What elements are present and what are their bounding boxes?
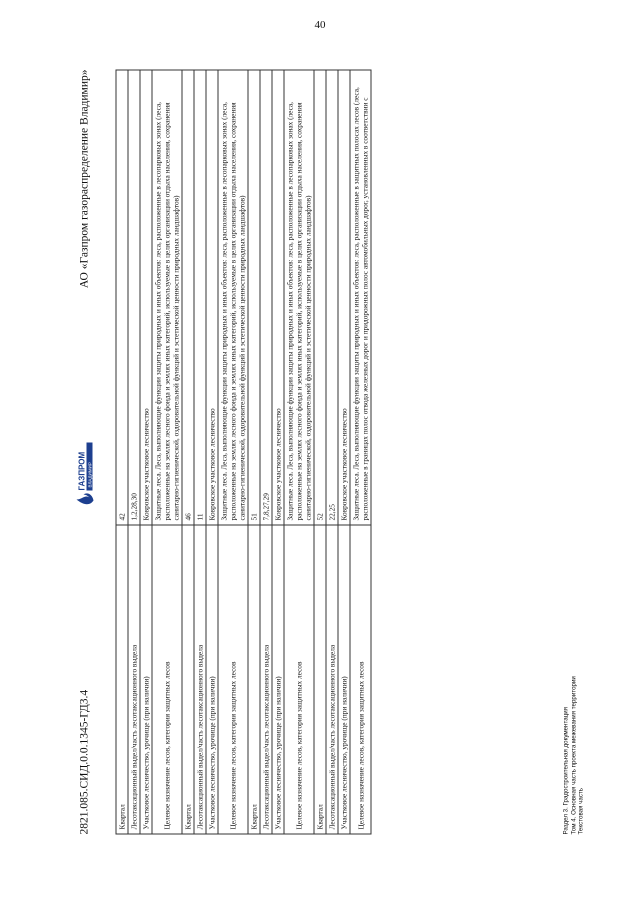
row-value: Ковровское участковое лесничество — [272, 70, 284, 525]
row-value: 1,2,28,30 — [128, 70, 140, 525]
row-label: Квартал — [248, 525, 260, 834]
table-row — [218, 70, 248, 834]
row-value: 11 — [194, 70, 206, 525]
row-label: Целевое назначение лесов, категория защитных лесов — [152, 525, 182, 834]
row-value: Ковровское участковое лесничество — [140, 70, 152, 525]
forest-data-table — [116, 70, 372, 835]
row-label: Участковое лесничество, урочище (при наличии) — [206, 525, 218, 834]
footer-line: Раздел 3. Градостроительная документация — [562, 706, 570, 835]
row-value: 22,25 — [326, 70, 338, 525]
table-row — [260, 70, 272, 834]
table-row — [284, 70, 314, 834]
row-value: 46 — [182, 70, 194, 525]
row-value: 42 — [116, 70, 128, 525]
company-name: АО «Газпром газораспределение Владимир» — [78, 69, 91, 289]
row-value: 7,8,27,29 — [260, 70, 272, 525]
footer-line: Текстовая часть — [577, 788, 585, 835]
table-row — [326, 70, 338, 834]
page-header — [71, 50, 99, 855]
row-label: Лесотаксационный выдел/часть лесотаксационного выдела — [128, 525, 140, 834]
row-value: Ковровское участковое лесничество — [206, 70, 218, 525]
row-label: Участковое лесничество, урочище (при наличии) — [272, 525, 284, 834]
logo-subtext: ВЛАДИМИР — [87, 462, 93, 488]
logo-text: ГАЗПРОМ — [77, 451, 87, 491]
row-label: Целевое назначение лесов, категория защитных лесов — [350, 525, 371, 834]
row-label: Квартал — [314, 525, 326, 834]
row-value: Защитные леса. Леса, выполняющие функции защиты природных и иных объектов: леса, расположенные в лесопарковых зонах (леса, расположенные на землях лесного фонда и землях иных категорий, используемые в целях организации отдыха населения, сохранения санитарно-гигиенической, оздоровительной функций и эстетической ценности природных ландшафтов) — [152, 70, 182, 525]
row-label: Участковое лесничество, урочище (при наличии) — [338, 525, 350, 834]
table-row — [182, 70, 194, 834]
row-label: Квартал — [116, 525, 128, 834]
table-row — [140, 70, 152, 834]
table-row — [152, 70, 182, 834]
table-row — [248, 70, 260, 834]
table-row — [314, 70, 326, 834]
footer-line: Том 4. Основная часть проекта межевания территории — [570, 676, 577, 835]
row-label: Лесотаксационный выдел/часть лесотаксационного выдела — [260, 525, 272, 834]
table-row — [128, 70, 140, 834]
table-row — [116, 70, 128, 834]
document-code: 2821.085.СИД.0.0.1345-ГД3.4 — [78, 689, 91, 835]
row-label: Целевое назначение лесов, категория защитных лесов — [284, 525, 314, 834]
row-value: Защитные леса. Леса, выполняющие функции защиты природных и иных объектов: леса, расположенные в лесопарковых зонах (леса, расположенные на землях лесного фонда и землях иных категорий, используемые в целях организации отдыха населения, сохранения санитарно-гигиенической, оздоровительной функций и эстетической ценности природных ландшафтов) — [284, 70, 314, 525]
row-value: 51 — [248, 70, 260, 525]
row-label: Квартал — [182, 525, 194, 834]
gazprom-logo — [73, 440, 97, 510]
row-value: Ковровское участковое лесничество — [338, 70, 350, 525]
row-value: Защитные леса. Леса, выполняющие функции защиты природных и иных объектов: леса, расположенные в защитных полосах лесов (леса, расположенные в границах полос отвода железных дорог и придорожных полос автомобильных дорог, установленных в соответствии с — [350, 70, 371, 525]
table-row — [350, 70, 371, 834]
table-row — [206, 70, 218, 834]
row-value: Защитные леса. Леса, выполняющие функции защиты природных и иных объектов: леса, расположенные в лесопарковых зонах (леса, расположенные на землях лесного фонда и землях иных категорий, используемые в целях организации отдыха населения, сохранения санитарно-гигиенической, оздоровительной функций и эстетической ценности природных ландшафтов) — [218, 70, 248, 525]
row-label: Лесотаксационный выдел/часть лесотаксационного выдела — [326, 525, 338, 834]
table-row — [338, 70, 350, 834]
row-label: Лесотаксационный выдел/часть лесотаксационного выдела — [194, 525, 206, 834]
table-row — [194, 70, 206, 834]
rotated-page-frame — [71, 50, 591, 855]
row-value: 52 — [314, 70, 326, 525]
flame-icon — [77, 493, 94, 504]
row-label: Участковое лесничество, урочище (при наличии) — [140, 525, 152, 834]
page-footer — [563, 676, 586, 834]
table-row — [272, 70, 284, 834]
page-number: 40 — [314, 19, 326, 31]
row-label: Целевое назначение лесов, категория защитных лесов — [218, 525, 248, 834]
